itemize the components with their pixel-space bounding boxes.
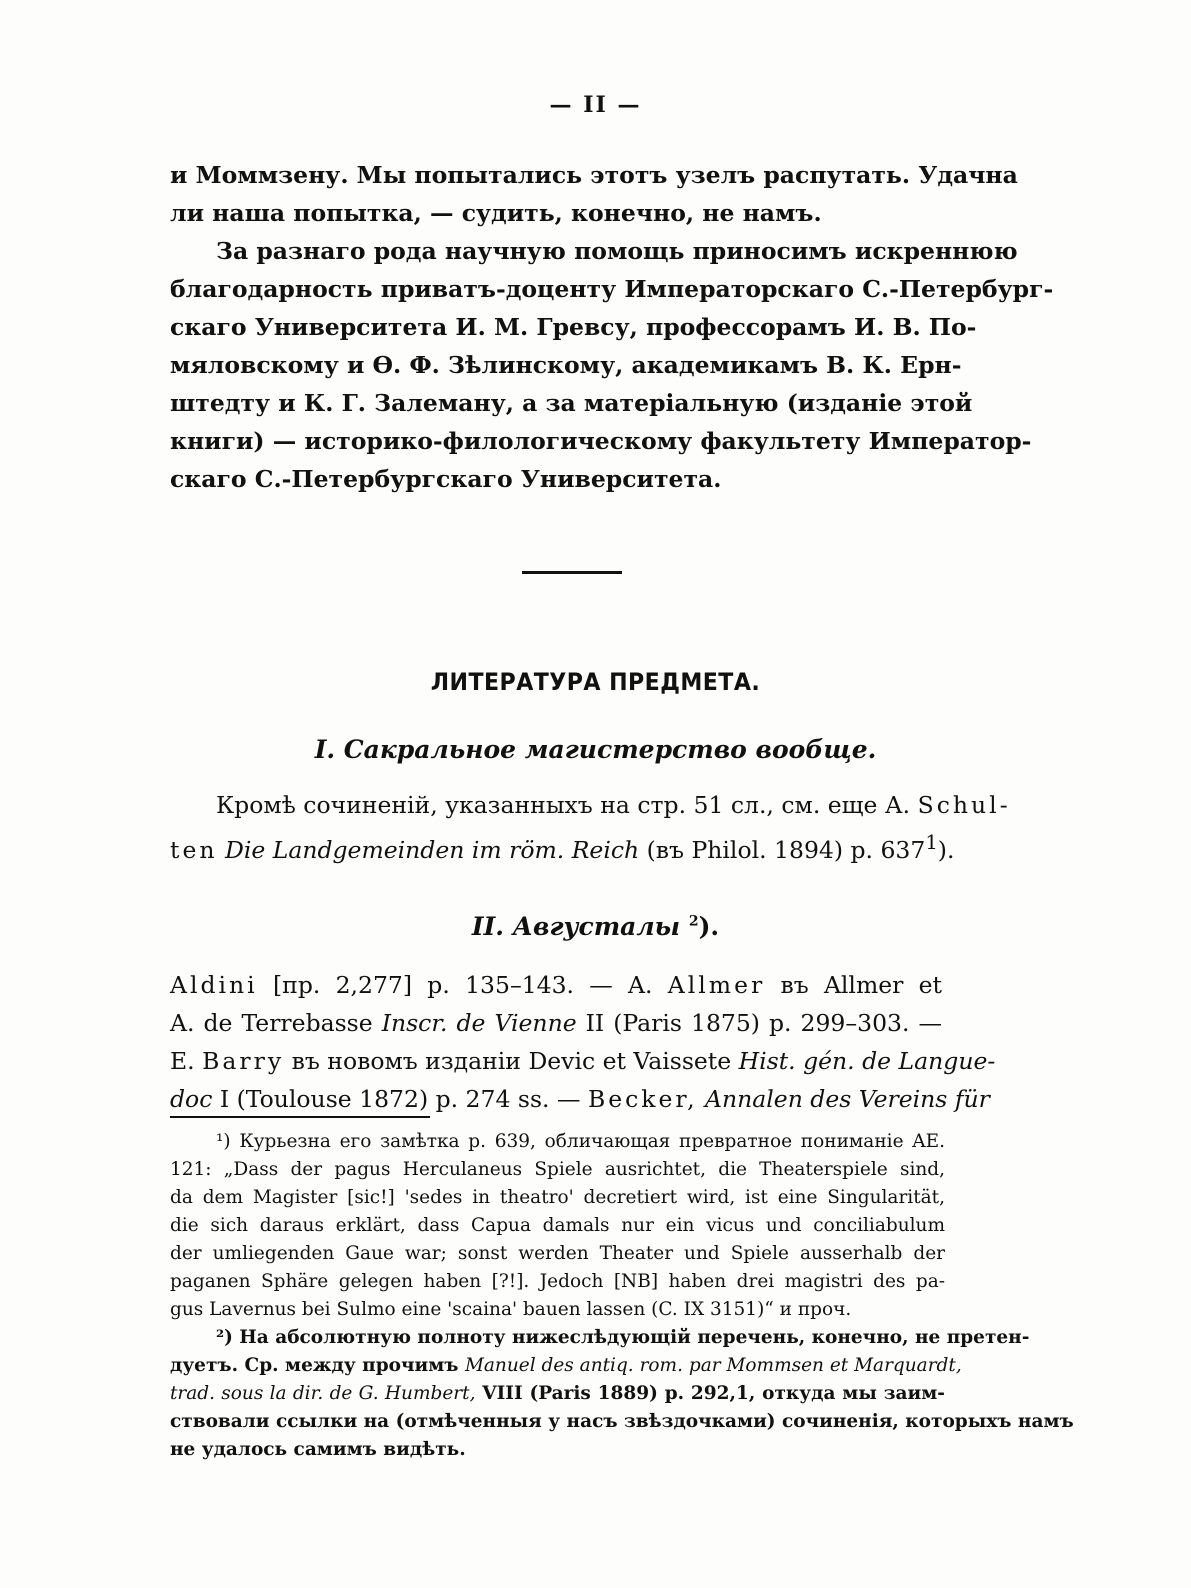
text-line: ли наша попытка, — судить, конечно, не намъ. [170, 199, 822, 227]
author-name: Barry [202, 1047, 285, 1075]
subsection-1-text [170, 786, 1011, 864]
book-title: Die Landgemeinden im röm. Reich [224, 835, 640, 864]
footnote-divider [170, 1116, 430, 1118]
page-number: — II — [549, 92, 642, 118]
section-title: ЛИТЕРАТУРА ПРЕДМЕТА. [430, 668, 761, 696]
text-line [170, 1004, 942, 1042]
footnote-line: ²) На абсолютную полноту нижеслѣдующій перечень, конечно, не претен- [216, 1327, 1030, 1348]
footnote-ref: 1 [925, 831, 938, 854]
text-line [170, 786, 1011, 824]
book-title: doc [170, 1085, 213, 1113]
text-line: штедту и К. Г. Залеману, а за матеріальную (изданіе этой [170, 389, 973, 417]
author-name: Schul- [917, 791, 1011, 819]
text-line: За разнаго рода научную помощь приносимъ искреннюю [216, 237, 1018, 265]
text-run: E. [170, 1047, 195, 1075]
book-title: Inscr. de Vienne [381, 1009, 577, 1037]
heading-text: ). [698, 912, 720, 941]
footnote-line: не удалось самимъ видѣть. [170, 1439, 466, 1460]
footnote-line: paganen Sphäre gelegen haben [?!]. Jedoch [NB] haben drei magistri des pa- [170, 1271, 945, 1292]
footnote-line: da dem Magister [sic!] 'sedes in theatro' decretiert wird, ist eine Singularität, [170, 1187, 945, 1208]
text-line [170, 1080, 990, 1118]
book-title: trad. sous la dir. de G. Humbert, [170, 1383, 476, 1404]
book-title: Annalen des Vereins für [705, 1085, 990, 1113]
footnote-2 [170, 1324, 1074, 1464]
heading-text: II. Августалы [471, 912, 681, 941]
section-divider [522, 571, 622, 574]
footnote-ref: 2 [688, 913, 699, 930]
text-run: Кромѣ сочиненій, указанныхъ на стр. 51 сл., см. еще А. [216, 791, 911, 819]
text-line [170, 1042, 996, 1080]
footnote-line: die sich daraus erklärt, dass Capua damals nur ein vicus und conciliabulum [170, 1215, 945, 1236]
text-line: благодарность приватъ-доценту Императорскаго С.-Петербург- [170, 275, 1054, 303]
author-name: Allmer [667, 971, 766, 999]
text-run: [пр. 2,277] p. 135–143. — A. [272, 971, 653, 999]
text-line [170, 966, 942, 1004]
text-line [170, 824, 955, 864]
author-name: Aldini [170, 971, 258, 999]
text-line: мяловскому и Ѳ. Ф. Зѣлинскому, академикамъ В. К. Ерн- [170, 351, 962, 379]
text-line: и Моммзену. Мы попытались этотъ узелъ распутать. Удачна [170, 161, 1018, 189]
subsection-heading-2 [0, 912, 1191, 941]
subsection-heading-1: I. Сакральное магистерство вообще. [314, 735, 877, 764]
footnote-line: ствовали ссылки на (отмѣченныя у насъ звѣздочками) сочиненія, которыхъ намъ [170, 1411, 1074, 1432]
text-line: книги) — историко-филологическому факультету Император- [170, 427, 1032, 455]
book-title: Hist. gén. de Langue- [738, 1047, 996, 1075]
text-run: VIII (Paris 1889) p. 292,1, откуда мы заим- [482, 1383, 945, 1404]
footnote-line: 121: „Dass der pagus Herculaneus Spiele ausrichtet, die Theaterspiele sind, [170, 1159, 945, 1180]
subsection-2-text [170, 966, 996, 1118]
text-run: ). [937, 835, 955, 864]
author-name: ten [170, 835, 218, 864]
footnote-line: der umliegenden Gaue war; sonst werden Theater und Spiele ausserhalb der [170, 1243, 945, 1264]
text-run: дуетъ. Ср. между прочимъ [170, 1355, 459, 1376]
book-title: Manuel des antiq. rom. par Mommsen et Marquardt, [464, 1355, 962, 1376]
footnote-line [170, 1380, 945, 1408]
text-run: I (Toulouse 1872) p. 274 ss. — [219, 1085, 581, 1113]
author-name: Becker, [587, 1085, 698, 1113]
footnote-1 [170, 1128, 945, 1324]
text-run: A. de Terrebasse [170, 1009, 373, 1037]
text-run: въ Allmer et [780, 971, 942, 999]
text-run: II (Paris 1875) p. 299–303. — [585, 1009, 942, 1037]
text-run: (въ Philol. 1894) p. 637 [646, 835, 926, 864]
footnote-line: gus Lavernus bei Sulmo eine 'scaina' bauen lassen (C. IX 3151)“ и проч. [170, 1299, 852, 1320]
text-run: въ новомъ изданіи Devic et Vaissete [291, 1047, 732, 1075]
intro-paragraph [170, 156, 1054, 498]
footnote-line: ¹) Курьезна его замѣтка p. 639, обличающая превратное пониманіе AE. [216, 1131, 945, 1152]
text-line: скаго С.-Петербургскаго Университета. [170, 465, 722, 493]
text-line: скаго Университета И. М. Гревсу, профессорамъ И. В. По- [170, 313, 977, 341]
footnote-line [170, 1352, 962, 1380]
